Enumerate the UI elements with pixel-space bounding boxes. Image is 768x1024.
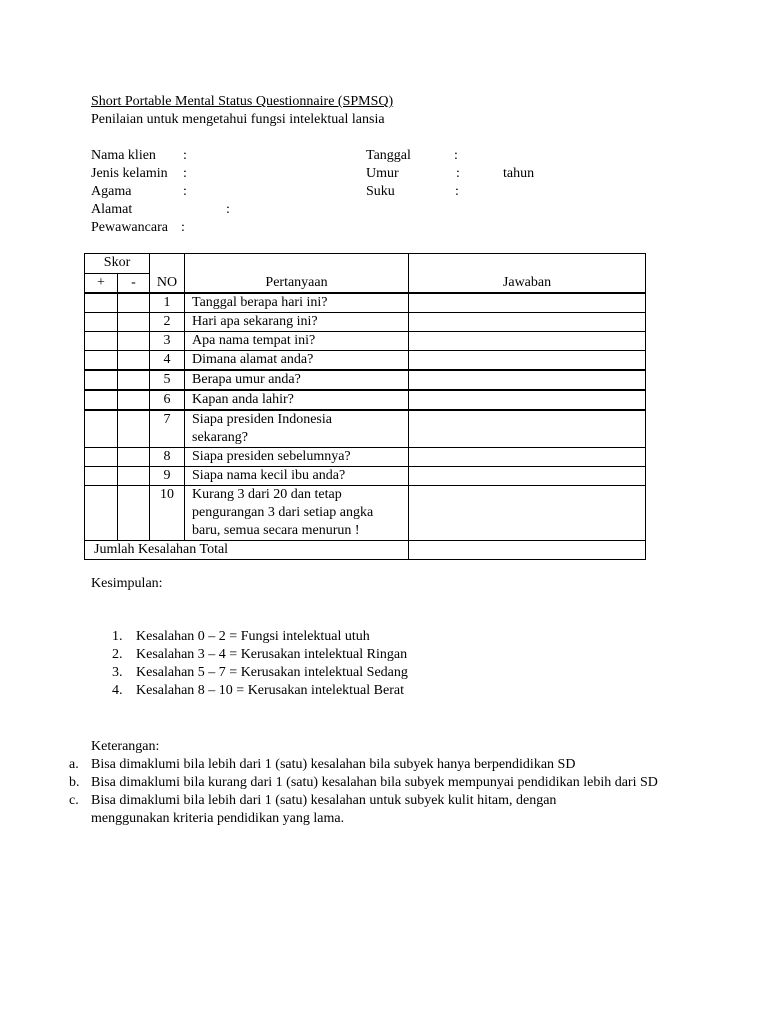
field-label-suku: Suku — [366, 184, 395, 199]
list-item-number: 2. — [112, 647, 123, 662]
list-item-text: Kesalahan 0 – 2 = Fungsi intelektual utuh — [136, 629, 370, 644]
header-skor-plus: + — [85, 274, 118, 294]
note-marker: a. — [69, 757, 79, 772]
score-minus-cell[interactable] — [118, 486, 150, 541]
question-text: Kapan anda lahir? — [185, 390, 409, 410]
answer-cell[interactable] — [409, 313, 646, 332]
field-colon: : — [183, 148, 187, 163]
question-number: 7 — [150, 410, 185, 448]
score-plus-cell[interactable] — [85, 486, 118, 541]
question-number: 3 — [150, 332, 185, 351]
score-plus-cell[interactable] — [85, 467, 118, 486]
question-text: Hari apa sekarang ini? — [185, 313, 409, 332]
question-text: Dimana alamat anda? — [185, 351, 409, 371]
table-row — [85, 410, 646, 448]
list-item-text: Kesalahan 3 – 4 = Kerusakan intelektual Ringan — [136, 647, 408, 662]
field-colon: : — [226, 202, 230, 217]
note-text: Bisa dimaklumi bila lebih dari 1 (satu) kesalahan bila subyek hanya berpendidikan SD — [91, 757, 576, 772]
field-colon: : — [181, 220, 185, 235]
kesimpulan-heading: Kesimpulan: — [91, 576, 163, 591]
question-number: 5 — [150, 370, 185, 390]
spmsq-table — [84, 253, 646, 560]
question-text: Siapa presiden Indonesia sekarang? — [185, 410, 409, 448]
list-item-text: Kesalahan 8 – 10 = Kerusakan intelektual Berat — [136, 683, 404, 698]
answer-cell[interactable] — [409, 351, 646, 371]
field-colon: : — [183, 166, 187, 181]
score-minus-cell[interactable] — [118, 467, 150, 486]
header-jawaban: Jawaban — [409, 254, 646, 294]
header-pertanyaan: Pertanyaan — [185, 254, 409, 294]
list-item-text: Kesalahan 5 – 7 = Kerusakan intelektual Sedang — [136, 665, 408, 680]
score-minus-cell[interactable] — [118, 351, 150, 371]
answer-cell[interactable] — [409, 448, 646, 467]
answer-cell[interactable] — [409, 390, 646, 410]
total-row — [85, 541, 646, 560]
field-unit-tahun: tahun — [503, 166, 535, 181]
question-number: 1 — [150, 293, 185, 313]
score-plus-cell[interactable] — [85, 370, 118, 390]
score-minus-cell[interactable] — [118, 390, 150, 410]
table-row — [85, 332, 646, 351]
score-minus-cell[interactable] — [118, 448, 150, 467]
answer-cell[interactable] — [409, 467, 646, 486]
question-number: 2 — [150, 313, 185, 332]
table-row — [85, 293, 646, 313]
score-plus-cell[interactable] — [85, 293, 118, 313]
keterangan-list — [69, 756, 669, 828]
list-item-number: 3. — [112, 665, 123, 680]
score-minus-cell[interactable] — [118, 370, 150, 390]
field-colon: : — [455, 184, 459, 199]
note-text: Bisa dimaklumi bila kurang dari 1 (satu) kesalahan bila subyek mempunyai pendidikan lebih dari SD — [91, 775, 658, 790]
table-row — [85, 390, 646, 410]
header-skor: Skor — [85, 254, 150, 274]
table-row — [85, 370, 646, 390]
list-item-number: 4. — [112, 683, 123, 698]
field-label-jenis-kelamin: Jenis kelamin — [91, 166, 168, 181]
field-colon: : — [183, 184, 187, 199]
score-minus-cell[interactable] — [118, 313, 150, 332]
question-text: Siapa nama kecil ibu anda? — [185, 467, 409, 486]
question-text: Siapa presiden sebelumnya? — [185, 448, 409, 467]
page-title: Short Portable Mental Status Questionnaire (SPMSQ) — [91, 94, 394, 109]
table-row — [85, 467, 646, 486]
score-minus-cell[interactable] — [118, 410, 150, 448]
total-label: Jumlah Kesalahan Total — [85, 541, 409, 560]
score-plus-cell[interactable] — [85, 332, 118, 351]
table-row — [85, 486, 646, 541]
total-value-cell[interactable] — [409, 541, 646, 560]
table-row — [85, 448, 646, 467]
score-minus-cell[interactable] — [118, 332, 150, 351]
header-no: NO — [150, 254, 185, 294]
field-label-nama-klien: Nama klien — [91, 148, 156, 163]
field-label-alamat: Alamat — [91, 202, 133, 217]
question-text: Apa nama tempat ini? — [185, 332, 409, 351]
field-colon: : — [456, 166, 460, 181]
field-label-tanggal: Tanggal — [366, 148, 411, 163]
question-text: Berapa umur anda? — [185, 370, 409, 390]
answer-cell[interactable] — [409, 332, 646, 351]
score-minus-cell[interactable] — [118, 293, 150, 313]
score-plus-cell[interactable] — [85, 410, 118, 448]
field-label-agama: Agama — [91, 184, 132, 199]
score-plus-cell[interactable] — [85, 313, 118, 332]
keterangan-heading: Keterangan: — [91, 739, 160, 754]
answer-cell[interactable] — [409, 486, 646, 541]
table-row — [85, 351, 646, 371]
note-text: Bisa dimaklumi bila lebih dari 1 (satu) kesalahan untuk subyek kulit hitam, dengan menggunakan kriteria pendidikan yang lama. — [91, 793, 557, 826]
score-plus-cell[interactable] — [85, 448, 118, 467]
table-row — [85, 313, 646, 332]
question-number: 9 — [150, 467, 185, 486]
question-number: 10 — [150, 486, 185, 541]
field-label-pewawancara: Pewawancara — [91, 220, 168, 235]
answer-cell[interactable] — [409, 370, 646, 390]
note-marker: c. — [69, 793, 79, 808]
score-plus-cell[interactable] — [85, 351, 118, 371]
question-text: Tanggal berapa hari ini? — [185, 293, 409, 313]
question-number: 4 — [150, 351, 185, 371]
field-colon: : — [454, 148, 458, 163]
header-skor-minus: - — [118, 274, 150, 294]
question-number: 8 — [150, 448, 185, 467]
question-text: Kurang 3 dari 20 dan tetap pengurangan 3 dari setiap angka baru, semua secara menurun ! — [185, 486, 409, 541]
question-number: 6 — [150, 390, 185, 410]
field-label-umur: Umur — [366, 166, 399, 181]
page-subtitle: Penilaian untuk mengetahui fungsi intelektual lansia — [91, 112, 385, 127]
note-item — [69, 774, 661, 792]
note-item — [69, 756, 669, 774]
answer-cell[interactable] — [409, 293, 646, 313]
note-item — [69, 792, 601, 828]
score-plus-cell[interactable] — [85, 390, 118, 410]
note-marker: b. — [69, 775, 80, 790]
list-item-number: 1. — [112, 629, 123, 644]
answer-cell[interactable] — [409, 410, 646, 448]
